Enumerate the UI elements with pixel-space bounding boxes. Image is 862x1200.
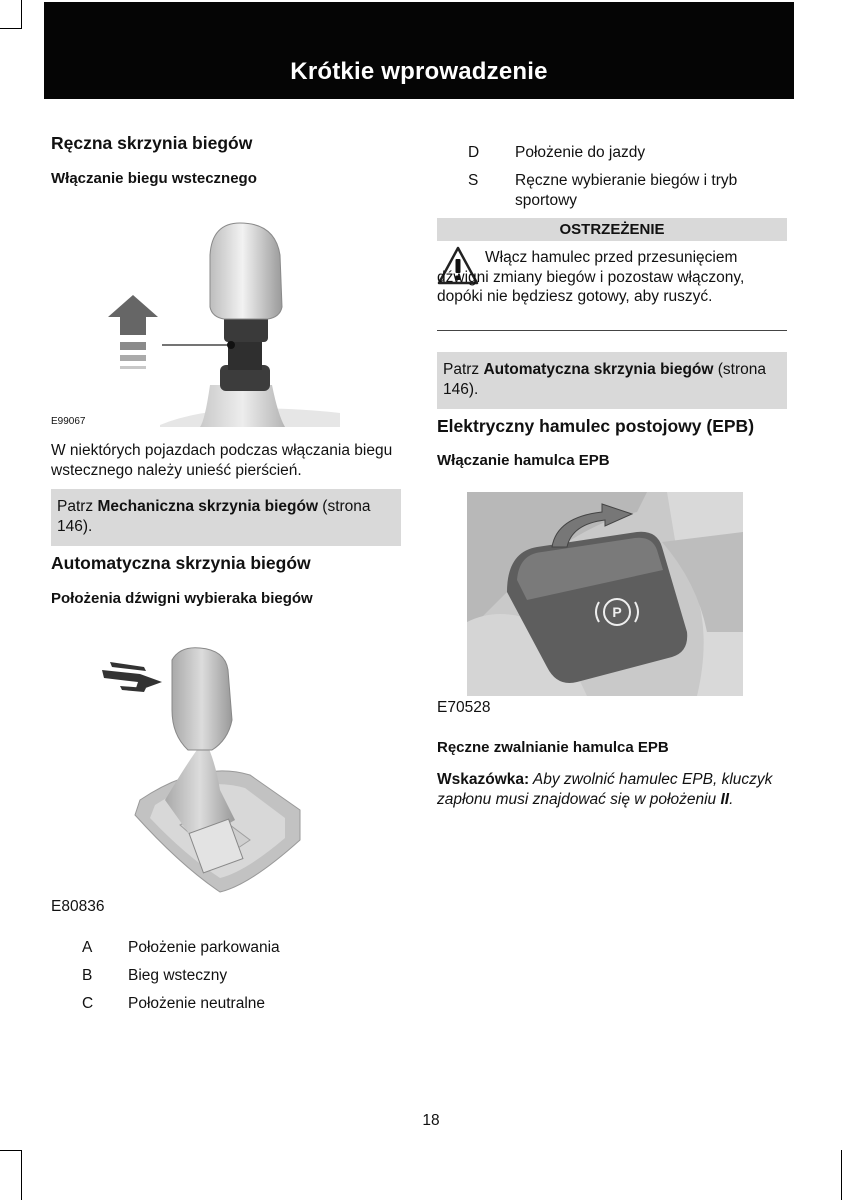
epb-heading: Elektryczny hamulec postojowy (EPB) (437, 416, 755, 436)
cross-reference-link[interactable]: Automatyczna skrzynia biegów (483, 361, 714, 378)
list-item: Położenie do jazdy (515, 144, 646, 161)
page-title: Krótkie wprowadzenie (290, 58, 548, 85)
crop-mark (841, 1150, 842, 1200)
reverse-gear-text: W niektórych pojazdach podczas włączania biegu wstecznego należy unieść pierścień. (51, 442, 393, 479)
figure-code: E99067 (51, 416, 86, 427)
epb-apply-heading: Włączanie hamulca EPB (437, 452, 610, 469)
crop-mark (0, 28, 22, 29)
warning-text: Włącz hamulec przed przesunięciem dźwigni zmiany biegów i pozostaw włączony, dopóki nie będziesz gotowy, aby ruszyć. (437, 249, 745, 305)
automatic-gearbox-heading: Automatyczna skrzynia biegów (51, 553, 311, 573)
see-also-note: Patrz Automatyczna skrzynia biegów (strona 146). (437, 352, 787, 409)
selector-lever-figure (100, 640, 305, 896)
list-letter: D (468, 144, 480, 161)
arrow-left-icon (102, 662, 162, 692)
reverse-gear-heading: Włączanie biegu wstecznego (51, 170, 257, 187)
epb-switch-figure (467, 492, 743, 696)
gear-knob-figure (100, 215, 345, 427)
up-arrow-icon (108, 295, 158, 335)
svg-text:P: P (612, 604, 622, 620)
hint-text: Wskazówka: Aby zwolnić hamulec EPB, kluczyk zapłonu musi znajdować się w położeniu II. (437, 771, 773, 808)
epb-release-heading: Ręczne zwalnianie hamulca EPB (437, 739, 669, 756)
list-item: Bieg wsteczny (128, 967, 228, 984)
figure-code: E70528 (437, 699, 491, 716)
selector-positions-heading: Położenia dźwigni wybieraka biegów (51, 590, 313, 607)
divider (437, 330, 787, 331)
page-number: 18 (422, 1112, 440, 1129)
list-item: Położenie parkowania (128, 939, 280, 956)
crop-mark (21, 1150, 22, 1200)
list-letter: B (82, 967, 93, 984)
crop-mark (21, 0, 22, 28)
list-item: Ręczne wybieranie biegów i tryb sportowy (515, 172, 738, 209)
see-also-note: Patrz Mechaniczna skrzynia biegów (strona 146). (51, 489, 401, 546)
list-letter: C (82, 995, 94, 1012)
list-letter: S (468, 172, 479, 189)
figure-code: E80836 (51, 898, 105, 915)
list-letter: A (82, 939, 93, 956)
manual-gearbox-heading: Ręczna skrzynia biegów (51, 133, 253, 153)
crop-mark (0, 1150, 22, 1151)
list-item: Położenie neutralne (128, 995, 266, 1012)
cross-reference-link[interactable]: Mechaniczna skrzynia biegów (97, 498, 318, 515)
warning-heading: OSTRZEŻENIE (437, 218, 787, 241)
